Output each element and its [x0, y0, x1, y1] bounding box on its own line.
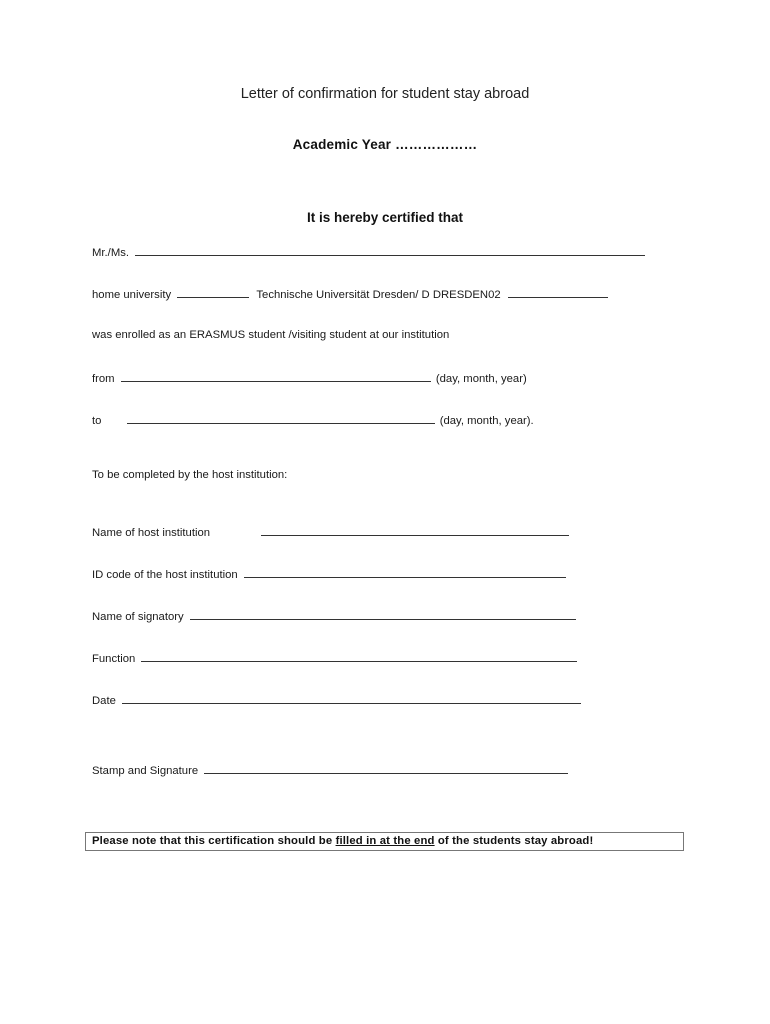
- date-row: [92, 693, 581, 707]
- host-id-label: ID code of the host institution: [92, 569, 238, 581]
- from-date-format: (day, month, year): [435, 373, 527, 385]
- completion-note: [92, 835, 593, 847]
- from-date-row: [92, 371, 527, 385]
- function-row: [92, 651, 577, 665]
- enrolled-statement: was enrolled as an ERASMUS student /visiting student at our institution: [92, 329, 450, 341]
- function-label: Function: [92, 653, 136, 665]
- home-university-blank-left[interactable]: [177, 287, 249, 298]
- stamp-signature-label: Stamp and Signature: [92, 765, 199, 777]
- host-name-field[interactable]: [261, 525, 569, 536]
- to-date-field[interactable]: [127, 413, 435, 424]
- academic-year-heading: Academic Year ………………: [292, 137, 478, 152]
- host-id-field[interactable]: [244, 567, 566, 578]
- stamp-signature-field[interactable]: [204, 763, 568, 774]
- home-university-label: home university: [92, 289, 172, 301]
- stamp-signature-row: [92, 763, 568, 777]
- home-university-blank-right[interactable]: [508, 287, 608, 298]
- function-field[interactable]: [141, 651, 577, 662]
- signatory-label: Name of signatory: [92, 611, 184, 623]
- to-date-format: (day, month, year).: [439, 415, 534, 427]
- date-field[interactable]: [122, 693, 581, 704]
- certified-heading: It is hereby certified that: [306, 210, 464, 225]
- to-label: to: [92, 415, 102, 427]
- to-date-row: [92, 413, 534, 427]
- completion-note-box: [85, 832, 684, 851]
- note-prefix: Please note that this certification should be: [92, 835, 336, 847]
- home-university-row: [92, 287, 608, 301]
- host-name-label: Name of host institution: [92, 527, 211, 539]
- signatory-field[interactable]: [190, 609, 576, 620]
- signatory-row: [92, 609, 576, 623]
- date-label: Date: [92, 695, 116, 707]
- host-name-row: [92, 525, 569, 539]
- note-suffix: of the students stay abroad!: [434, 835, 594, 847]
- from-date-field[interactable]: [121, 371, 431, 382]
- student-name-label: Mr./Ms.: [92, 247, 130, 259]
- student-name-field[interactable]: [135, 245, 645, 256]
- host-section-heading: To be completed by the host institution:: [92, 469, 288, 481]
- note-underlined-emphasis: filled in at the end: [335, 835, 435, 847]
- student-name-row: [92, 245, 645, 259]
- from-label: from: [92, 373, 115, 385]
- host-id-row: [92, 567, 566, 581]
- document-title: Letter of confirmation for student stay abroad: [240, 86, 530, 102]
- home-university-value: Technische Universität Dresden/ D DRESDEN02: [256, 289, 501, 301]
